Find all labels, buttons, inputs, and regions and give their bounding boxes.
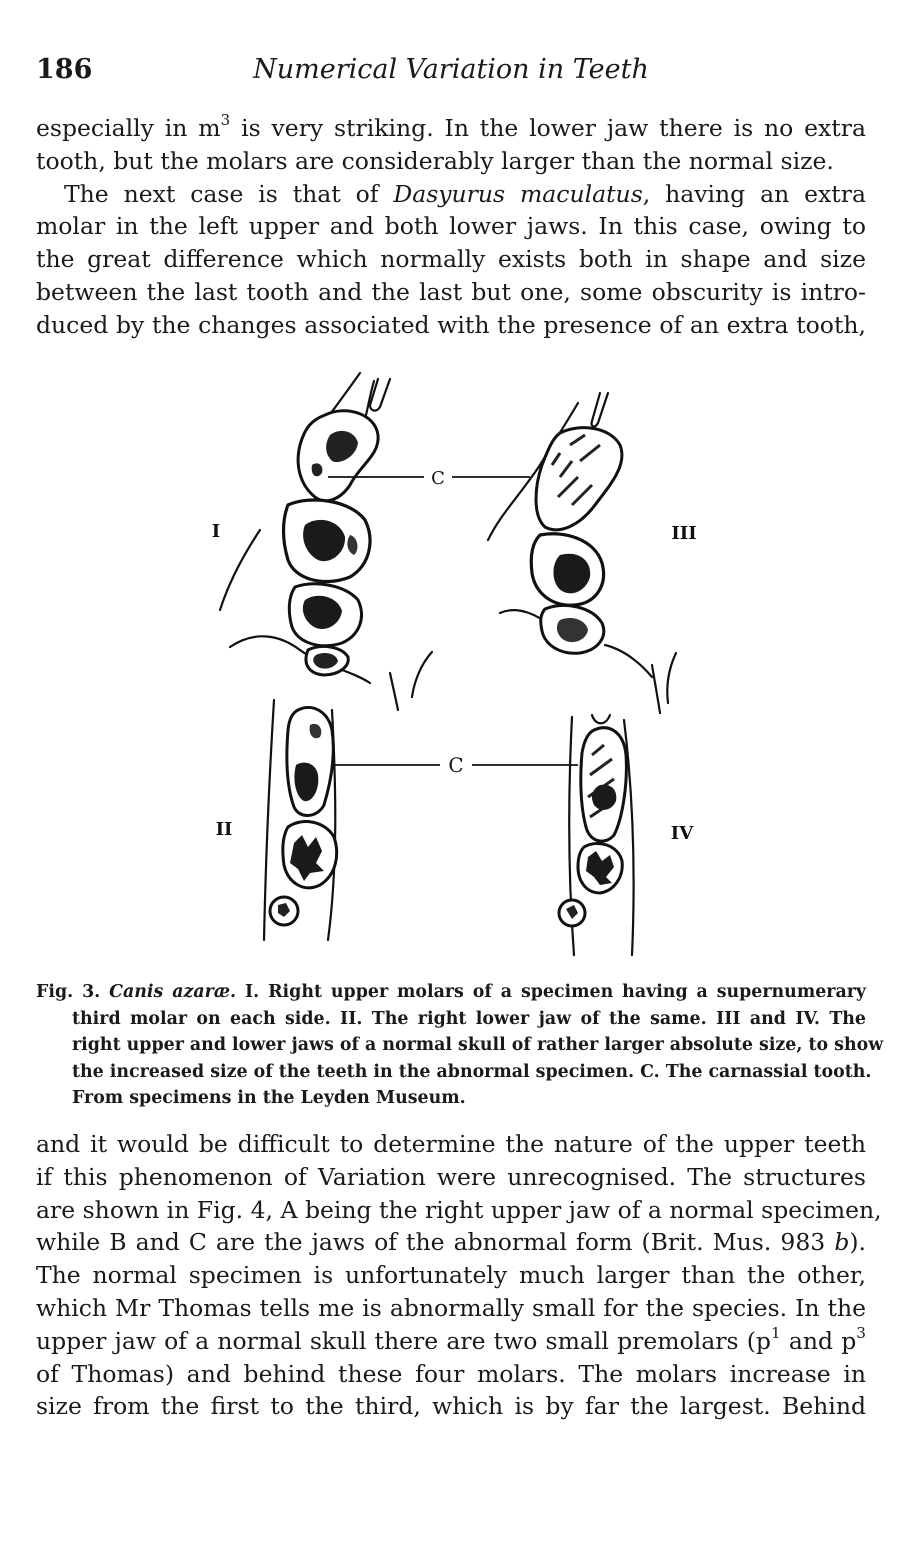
text-line: between the last tooth and the last but one, some obscurity is intro- bbox=[36, 277, 866, 306]
text-line: size from the first to the third, which is by far the largest. Behind bbox=[36, 1392, 866, 1421]
text-run: and p bbox=[780, 1326, 857, 1355]
caption-line bbox=[36, 979, 866, 1006]
text-line bbox=[36, 1226, 866, 1259]
label-c-top: C bbox=[431, 468, 445, 489]
caption-line: third molar on each side. II. The right lower jaw of the same. III and IV. The bbox=[72, 1008, 866, 1029]
upper-molars-i bbox=[284, 411, 379, 675]
text-line bbox=[36, 178, 866, 211]
figure-caption bbox=[36, 979, 884, 1112]
text-run: I. Right upper molars of a specimen having a supernumerary bbox=[236, 982, 866, 1002]
label-i: I bbox=[211, 521, 221, 542]
running-title: Numerical Variation in Teeth bbox=[253, 54, 649, 85]
text-run: while B and C are the jaws of the abnormal form (Brit. Mus. 983 bbox=[36, 1228, 835, 1257]
text-run: is very striking. In the lower jaw there is no extra bbox=[230, 114, 866, 142]
text-run: , having an extra bbox=[642, 179, 866, 208]
text-line bbox=[36, 1325, 866, 1358]
caption-line: the increased size of the teeth in the abnormal specimen. C. The carnassial tooth. bbox=[72, 1061, 872, 1082]
species-name: Dasyurus maculatus bbox=[393, 179, 643, 208]
text-run: ). bbox=[849, 1228, 866, 1257]
label-ii: II bbox=[215, 819, 233, 840]
figure-teeth-illustration bbox=[200, 365, 720, 965]
superscript: 3 bbox=[856, 1323, 866, 1342]
teeth-drawing bbox=[200, 365, 720, 965]
text-run: especially in m bbox=[36, 114, 221, 142]
figure-number: Fig. 3. bbox=[36, 982, 101, 1002]
text-line: The normal specimen is unfortunately much larger than the other, bbox=[36, 1261, 866, 1290]
text-line: tooth, but the molars are considerably larger than the normal size. bbox=[36, 146, 834, 175]
page-header bbox=[36, 54, 866, 88]
label-iv: IV bbox=[670, 823, 694, 844]
text-line: duced by the changes associated with the presence of an extra tooth, bbox=[36, 310, 866, 339]
upper-molars-iii bbox=[531, 428, 622, 654]
text-run: b bbox=[834, 1228, 850, 1257]
label-iii: III bbox=[671, 523, 697, 544]
label-c-bottom: C bbox=[448, 753, 464, 777]
lower-molars-ii bbox=[270, 707, 337, 925]
body-text-top bbox=[36, 112, 866, 342]
body-text-bottom bbox=[36, 1128, 882, 1423]
text-line: are shown in Fig. 4, A being the right upper jaw of a normal specimen, bbox=[36, 1195, 882, 1224]
text-line: if this phenomenon of Variation were unrecognised. The structures bbox=[36, 1162, 866, 1191]
text-line: the great difference which normally exists both in shape and size bbox=[36, 245, 866, 274]
species-name: Canis azaræ. bbox=[109, 982, 237, 1002]
caption-line: right upper and lower jaws of a normal skull of rather larger absolute size, to show bbox=[72, 1035, 884, 1055]
text-run: upper jaw of a normal skull there are two small premolars (p bbox=[36, 1326, 771, 1355]
text-line bbox=[36, 112, 866, 145]
text-line: molar in the left upper and both lower jaws. In this case, owing to bbox=[36, 212, 866, 241]
page-number: 186 bbox=[36, 54, 93, 85]
superscript: 1 bbox=[770, 1323, 781, 1342]
caption-line: From specimens in the Leyden Museum. bbox=[72, 1088, 466, 1108]
text-line: which Mr Thomas tells me is abnormally small for the species. In the bbox=[36, 1293, 866, 1322]
text-run: The next case is that of bbox=[64, 179, 394, 208]
superscript: 3 bbox=[220, 110, 231, 129]
text-line: of Thomas) and behind these four molars. The molars increase in bbox=[36, 1359, 866, 1388]
text-line: and it would be difficult to determine the nature of the upper teeth bbox=[36, 1130, 866, 1158]
